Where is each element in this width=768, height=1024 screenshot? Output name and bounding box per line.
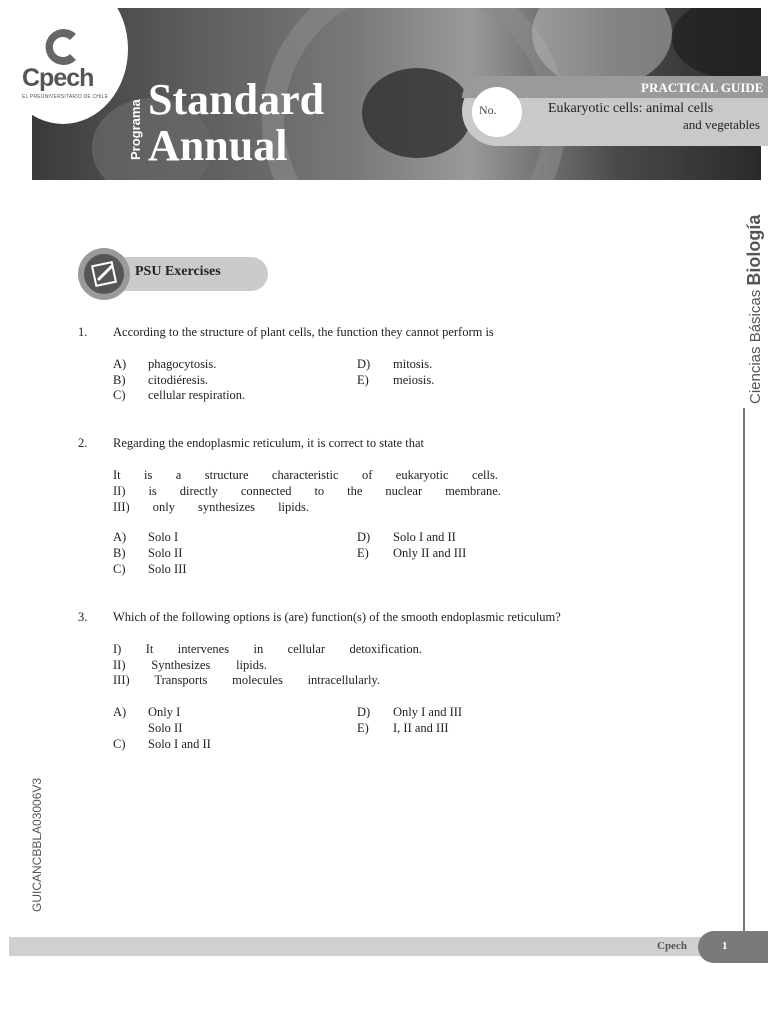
option-text: Only I xyxy=(148,705,181,719)
statement-word: It xyxy=(145,642,154,656)
option-text: Solo II xyxy=(148,721,183,735)
side-rule xyxy=(743,408,745,948)
subject-name: Biología xyxy=(744,214,764,286)
page-number: 1 xyxy=(722,940,728,952)
statement-word: Synthesizes xyxy=(151,658,211,672)
option-text: Solo I and II xyxy=(393,530,456,544)
statement-roman: III) xyxy=(113,500,130,514)
statement-word: is xyxy=(144,468,153,482)
option-text: citodiéresis. xyxy=(148,373,209,387)
option-text: Solo I and II xyxy=(148,737,211,751)
program-title-line1: Standard xyxy=(148,75,325,124)
option-text: cellular respiration. xyxy=(148,388,246,402)
statement xyxy=(113,500,309,515)
statement xyxy=(113,642,422,657)
option-key: E) xyxy=(357,373,369,387)
statement-word: intervenes xyxy=(177,642,230,656)
statement xyxy=(113,658,267,673)
statement-word: molecules xyxy=(232,673,283,687)
question-number: 1. xyxy=(78,325,88,339)
statement-word: structure xyxy=(204,468,249,482)
statement-word: directly xyxy=(179,484,218,498)
statement-word: to xyxy=(314,484,325,498)
option-key: A) xyxy=(113,357,127,371)
statement-roman: II) xyxy=(113,484,126,498)
program-title-line2: Annual xyxy=(148,121,288,170)
option-key: D) xyxy=(357,705,371,719)
guide-number-label: No. xyxy=(479,103,497,117)
butterfly-image xyxy=(362,68,472,158)
option-key: C) xyxy=(113,388,126,402)
statement-word: detoxification. xyxy=(349,642,422,656)
statement-word: nuclear xyxy=(385,484,423,498)
page-number-pill xyxy=(698,931,768,963)
option-key: A) xyxy=(113,705,127,719)
option-text: Solo II xyxy=(148,546,183,560)
subject-prefix: Ciencias Básicas xyxy=(747,289,764,404)
option-text: phagocytosis. xyxy=(148,357,217,371)
statement-word: Transports xyxy=(154,673,208,687)
option-key: C) xyxy=(113,737,126,751)
brand-tagline: EL PREUNIVERSITARIO DE CHILE xyxy=(22,94,109,100)
option-text: Solo III xyxy=(148,562,187,576)
program-label: Programa xyxy=(128,99,143,160)
statement xyxy=(113,484,501,499)
statement-word: cells. xyxy=(471,468,498,482)
option-key: E) xyxy=(357,721,369,735)
option-text: meiosis. xyxy=(393,373,435,387)
question-text: Which of the following options is (are) function(s) of the smooth endoplasmic reticulum? xyxy=(113,610,561,624)
option-text: Only I and III xyxy=(393,705,463,719)
statement-word: only xyxy=(152,500,175,514)
option-text: mitosis. xyxy=(393,357,433,371)
guide-type-label: PRACTICAL GUIDE xyxy=(641,80,764,95)
statement-roman: II) xyxy=(113,658,126,672)
footer-bar xyxy=(9,937,761,956)
pencil-icon xyxy=(84,254,124,294)
question-number: 2. xyxy=(78,436,88,450)
statement-word: the xyxy=(347,484,363,498)
statement-word: is xyxy=(148,484,157,498)
statement-word: cellular xyxy=(287,642,326,656)
statement-roman: III) xyxy=(113,673,130,687)
statement-word: lipids. xyxy=(278,500,309,514)
statement-word: a xyxy=(175,468,182,482)
statement-word: in xyxy=(253,642,264,656)
lab-equipment-image xyxy=(672,8,761,78)
option-text: Only II and III xyxy=(393,546,467,560)
option-text: Solo I xyxy=(148,530,179,544)
statement-word: It xyxy=(113,468,121,482)
option-key: A) xyxy=(113,530,127,544)
guide-topic-line2: and vegetables xyxy=(683,117,760,132)
statement-word: of xyxy=(361,468,373,482)
statement-word: eukaryotic xyxy=(395,468,449,482)
brand-logo-text: Cpech xyxy=(22,64,94,92)
subject-label xyxy=(744,215,765,404)
option-key: B) xyxy=(113,373,126,387)
statement-word: membrane. xyxy=(445,484,501,498)
option-key: B) xyxy=(113,546,126,560)
question-text: Regarding the endoplasmic reticulum, it is correct to state that xyxy=(113,436,425,450)
option-key: D) xyxy=(357,530,371,544)
statement-roman: I) xyxy=(113,642,122,656)
guide-topic-line1: Eukaryotic cells: animal cells xyxy=(548,101,714,116)
section-title: PSU Exercises xyxy=(135,264,221,279)
footer-brand: Cpech xyxy=(657,940,687,952)
option-key: D) xyxy=(357,357,371,371)
statement xyxy=(113,468,498,483)
option-text: I, II and III xyxy=(393,721,449,735)
question-number: 3. xyxy=(78,610,88,624)
statement-word: characteristic xyxy=(271,468,339,482)
option-key: C) xyxy=(113,562,126,576)
document-code: GUICANCBBLA03006V3 xyxy=(30,777,44,912)
statement xyxy=(113,673,380,688)
statement-word: synthesizes xyxy=(198,500,255,514)
option-key: E) xyxy=(357,546,369,560)
statement-word: intracellularly. xyxy=(307,673,380,687)
question-text: According to the structure of plant cells, the function they cannot perform is xyxy=(113,325,494,339)
statement-word: connected xyxy=(240,484,292,498)
statement-word: lipids. xyxy=(236,658,267,672)
